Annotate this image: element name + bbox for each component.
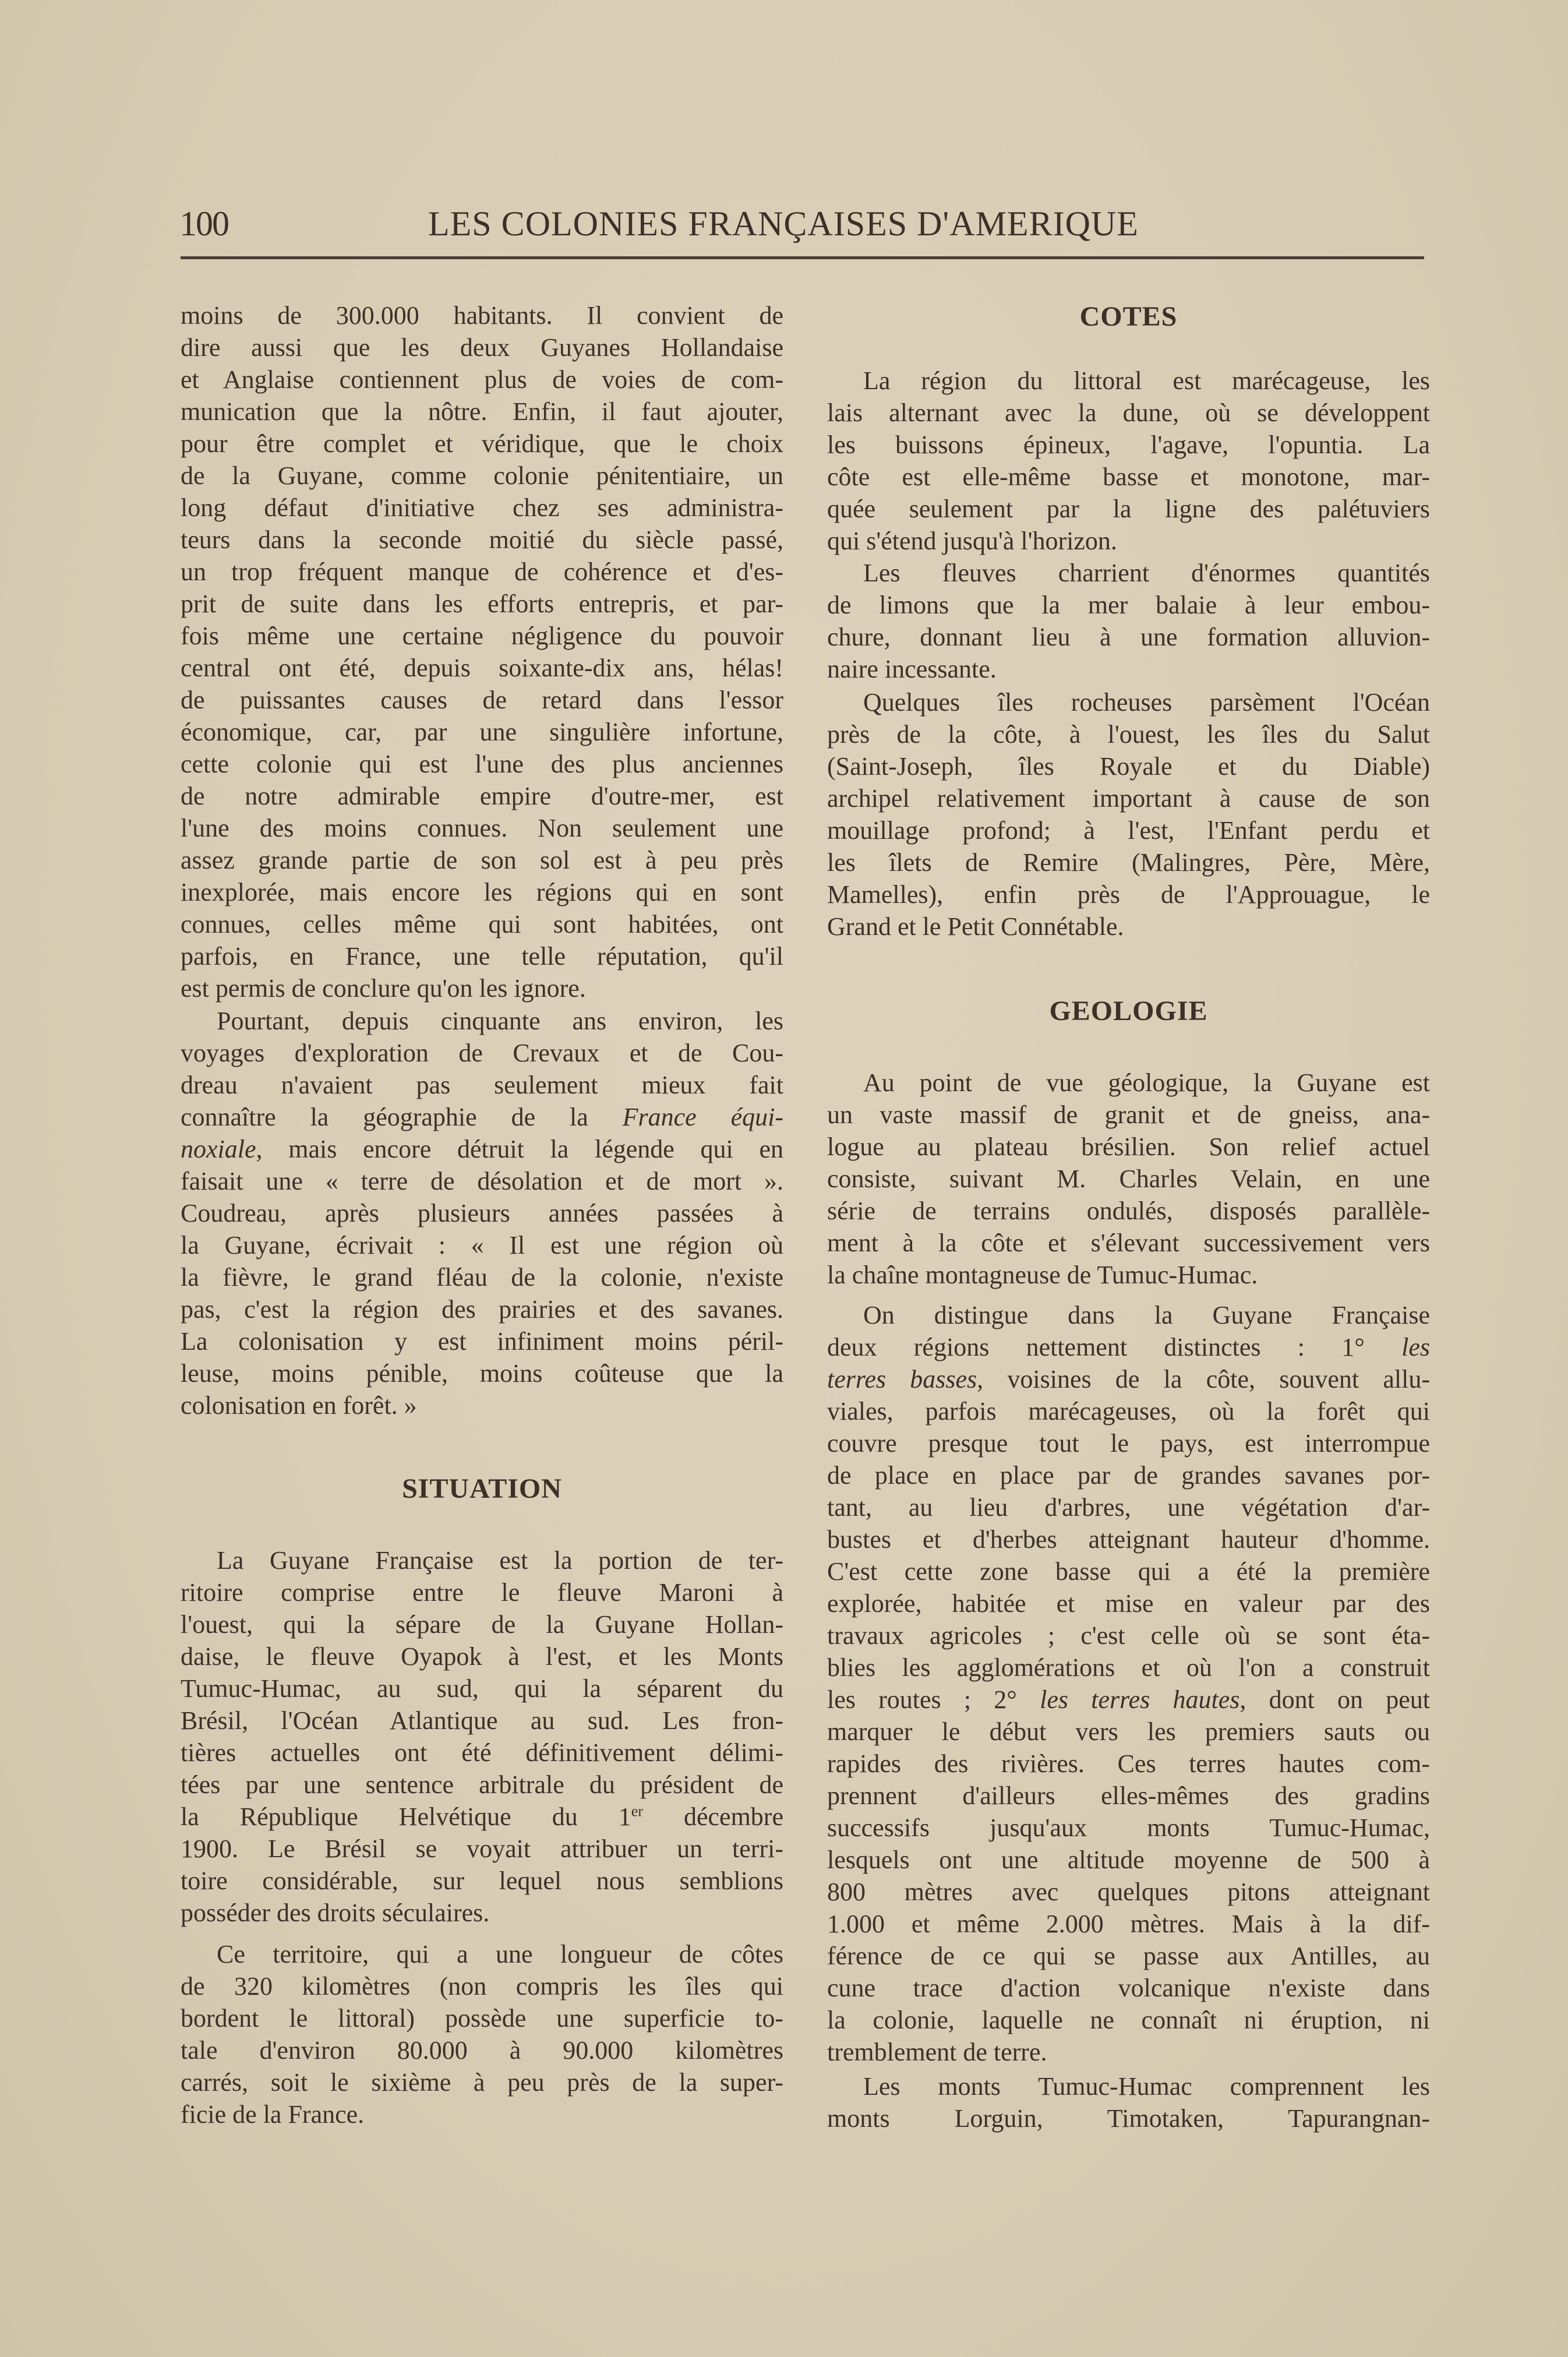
- italic-text: noxiale: [181, 1135, 256, 1163]
- text-segment: , voisines de la côte, souvent allu-: [977, 1365, 1430, 1393]
- paragraph: [827, 557, 1430, 685]
- text-line: viales, parfois marécageuses, où la forêt qui: [827, 1397, 1430, 1426]
- text-line: connues, celles même qui sont habitées, ont: [181, 910, 783, 938]
- text-line: Brésil, l'Océan Atlantique au sud. Les fron-: [181, 1706, 783, 1735]
- text-line: moins de 300.000 habitants. Il convient de: [181, 301, 783, 330]
- text-line: La colonisation y est infiniment moins péril-: [181, 1327, 783, 1356]
- text-line: [827, 1299, 1430, 1331]
- text-line: C'est cette zone basse qui a été la première: [827, 1557, 1430, 1586]
- running-title: LES COLONIES FRANÇAISES D'AMERIQUE: [428, 204, 1139, 243]
- page-number: 100: [179, 204, 228, 243]
- section-heading: COTES: [1079, 301, 1178, 332]
- text-line: près de la côte, à l'ouest, les îles du Salut: [827, 720, 1430, 749]
- paragraph: [827, 365, 1430, 557]
- text-line: central ont été, depuis soixante-dix ans, hélas!: [181, 654, 783, 682]
- text-line: daise, le fleuve Oyapok à l'est, et les Monts: [181, 1642, 783, 1671]
- paragraph: [181, 1938, 783, 2130]
- text-segment: , mais encore détruit la légende qui en: [256, 1135, 783, 1163]
- text-line: de notre admirable empire d'outre-mer, est: [181, 782, 783, 810]
- text-line: parfois, en France, une telle réputation, qu'il: [181, 942, 783, 971]
- text-line: tées par une sentence arbitrale du président de: [181, 1770, 783, 1799]
- text-line: [827, 1363, 1430, 1395]
- header-rule: [181, 256, 1424, 259]
- text-line: bustes et d'herbes atteignant hauteur d'homme.: [827, 1525, 1430, 1554]
- italic-text: France équi-: [622, 1103, 783, 1131]
- text-line: la chaîne montagneuse de Tumuc-Humac.: [827, 1261, 1258, 1289]
- text-line: l'une des moins connues. Non seulement une: [181, 814, 783, 842]
- text-line: de la Guyane, comme colonie pénitentiaire, un: [181, 461, 783, 490]
- text-line: faisait une « terre de désolation et de mort ».: [181, 1167, 783, 1195]
- text-line: et Anglaise contiennent plus de voies de com-: [181, 365, 783, 394]
- text-line: successifs jusqu'aux monts Tumuc-Humac,: [827, 1813, 1430, 1842]
- text-line: les îlets de Remire (Malingres, Père, Mère,: [827, 848, 1430, 877]
- text-line: marquer le début vers les premiers sauts ou: [827, 1717, 1430, 1746]
- text-segment: les routes ; 2°: [827, 1685, 1040, 1714]
- text-line: blies les agglomérations et où l'on a construit: [827, 1653, 1430, 1682]
- text-line: de puissantes causes de retard dans l'essor: [181, 686, 783, 714]
- text-line: voyages d'exploration de Crevaux et de Cou-: [181, 1039, 783, 1067]
- text-line: ficie de la France.: [181, 2100, 365, 2129]
- text-line: tremblement de terre.: [827, 2038, 1047, 2066]
- text-line: l'ouest, qui la sépare de la Guyane Hollan-: [181, 1610, 783, 1639]
- text-line: prit de suite dans les efforts entrepris, et par-: [181, 590, 783, 618]
- text-segment: deux régions nettement distinctes : 1°: [827, 1333, 1402, 1361]
- paragraph: [181, 299, 783, 1004]
- text-line: la Guyane, écrivait : « Il est une région où: [181, 1231, 783, 1259]
- text-line: posséder des droits séculaires.: [181, 1899, 490, 1927]
- italic-text: les terres hautes: [1040, 1685, 1240, 1714]
- text-line: dire aussi que les deux Guyanes Hollandaise: [181, 333, 783, 362]
- text-line: Grand et le Petit Connétable.: [827, 912, 1124, 941]
- section-heading: SITUATION: [402, 1473, 562, 1504]
- text-line: couvre presque tout le pays, est interrompue: [827, 1429, 1430, 1458]
- paragraph: [827, 1067, 1430, 1291]
- text-line: cette colonie qui est l'une des plus anciennes: [181, 750, 783, 778]
- paragraph: [827, 686, 1430, 943]
- text-line: qui s'étend jusqu'à l'horizon.: [827, 527, 1117, 555]
- text-line: férence de ce qui se passe aux Antilles, au: [827, 1942, 1430, 1970]
- text-segment: connaître la géographie de la: [181, 1103, 623, 1131]
- text-line: Tumuc-Humac, au sud, qui la séparent du: [181, 1674, 783, 1703]
- text-line: Mamelles), enfin près de l'Approuague, le: [827, 880, 1430, 909]
- text-line: la colonie, laquelle ne connaît ni éruption, ni: [827, 2006, 1430, 2034]
- text-line: fois même une certaine négligence du pouvoir: [181, 622, 783, 650]
- paragraph: [181, 1005, 783, 1421]
- text-line: un trop fréquent manque de cohérence et d'es-: [181, 558, 783, 586]
- text-line: pas, c'est la région des prairies et des savanes.: [181, 1295, 783, 1324]
- text-line: de limons que la mer balaie à leur embou-: [827, 591, 1430, 619]
- paragraph: [827, 1299, 1430, 2068]
- text-line: consiste, suivant M. Charles Velain, en une: [827, 1165, 1430, 1193]
- text-line: côte est elle-même basse et monotone, mar-: [827, 463, 1430, 491]
- text-line: de place en place par de grandes savanes por-: [827, 1461, 1430, 1490]
- text-line: naire incessante.: [827, 655, 997, 683]
- text-line: travaux agricoles ; c'est celle où se sont éta-: [827, 1621, 1430, 1650]
- text-line: chure, donnant lieu à une formation alluvion-: [827, 623, 1430, 651]
- text-line: Pourtant, depuis cinquante ans environ, les: [217, 1007, 783, 1035]
- paragraph: [827, 2070, 1430, 2134]
- text-line: tant, au lieu d'arbres, une végétation d'ar-: [827, 1493, 1430, 1522]
- text-line: Les fleuves charrient d'énormes quantités: [863, 559, 1430, 587]
- text-line: de 320 kilomètres (non compris les îles qui: [181, 1972, 783, 2000]
- superscript: er: [631, 1802, 643, 1820]
- text-line: toire considérable, sur lequel nous semblions: [181, 1866, 783, 1895]
- text-line: tale d'environ 80.000 à 90.000 kilomètres: [181, 2036, 783, 2065]
- text-line: assez grande partie de son sol est à peu près: [181, 846, 783, 874]
- text-line: (Saint-Joseph, îles Royale et du Diable): [827, 752, 1430, 781]
- text-line: Quelques îles rocheuses parsèment l'Océan: [863, 688, 1430, 717]
- text-line: teurs dans la seconde moitié du siècle passé,: [181, 525, 783, 554]
- text-line: ritoire comprise entre le fleuve Maroni à: [181, 1578, 783, 1607]
- text-line: prennent d'ailleurs elles-mêmes des gradins: [827, 1781, 1430, 1810]
- text-line: [181, 1801, 783, 1833]
- text-line: les buissons épineux, l'agave, l'opuntia. La: [827, 431, 1430, 459]
- text-segment: décembre: [642, 1802, 783, 1831]
- text-line: colonisation en forêt. »: [181, 1391, 417, 1420]
- text-line: dreau n'avaient pas seulement mieux fait: [181, 1071, 783, 1099]
- text-line: La Guyane Française est la portion de ter-: [217, 1546, 783, 1575]
- text-line: un vaste massif de granit et de gneiss, ana-: [827, 1100, 1430, 1129]
- text-line: lais alternant avec la dune, où se développent: [827, 398, 1430, 427]
- text-line: Les monts Tumuc-Humac comprennent les: [863, 2072, 1430, 2101]
- text-line: est permis de conclure qu'on les ignore.: [181, 974, 586, 1003]
- text-line: [181, 1101, 783, 1133]
- text-line: archipel relativement important à cause de son: [827, 784, 1430, 813]
- text-line: explorée, habitée et mise en valeur par des: [827, 1589, 1430, 1618]
- text-segment: , dont on peut: [1239, 1685, 1430, 1714]
- text-line: La région du littoral est marécageuse, les: [863, 366, 1430, 395]
- text-line: cune trace d'action volcanique n'existe dans: [827, 1974, 1430, 2002]
- italic-text: terres basses: [827, 1365, 977, 1393]
- text-line: pour être complet et véridique, que le choix: [181, 429, 783, 458]
- text-segment: On distingue dans la Guyane Française: [863, 1301, 1430, 1329]
- text-line: leuse, moins pénible, moins coûteuse que la: [181, 1359, 783, 1388]
- italic-text: les: [1401, 1333, 1430, 1361]
- text-line: monts Lorguin, Timotaken, Tapurangnan-: [827, 2104, 1430, 2133]
- text-segment: la République Helvétique du 1: [181, 1802, 631, 1831]
- text-line: série de terrains ondulés, disposés parallèle-: [827, 1197, 1430, 1225]
- text-line: [181, 1133, 783, 1165]
- text-line: Ce territoire, qui a une longueur de côtes: [217, 1940, 783, 1968]
- text-line: lesquels ont une altitude moyenne de 500 à: [827, 1846, 1430, 1874]
- text-line: la fièvre, le grand fléau de la colonie, n'existe: [181, 1263, 783, 1292]
- text-line: inexplorée, mais encore les régions qui en sont: [181, 878, 783, 906]
- text-line: rapides des rivières. Ces terres hautes com-: [827, 1749, 1430, 1778]
- text-line: logue au plateau brésilien. Son relief actuel: [827, 1132, 1430, 1161]
- text-line: carrés, soit le sixième à peu près de la super-: [181, 2068, 783, 2097]
- text-line: [827, 1331, 1430, 1363]
- text-line: Coudreau, après plusieurs années passées à: [181, 1199, 783, 1227]
- paragraph: [181, 1544, 783, 1929]
- section-heading: GEOLOGIE: [1049, 996, 1208, 1026]
- text-line: Au point de vue géologique, la Guyane est: [863, 1068, 1430, 1097]
- text-line: munication que la nôtre. Enfin, il faut ajouter,: [181, 397, 783, 426]
- text-line: tières actuelles ont été définitivement délimi-: [181, 1738, 783, 1767]
- text-line: quée seulement par la ligne des palétuviers: [827, 495, 1430, 523]
- text-line: ment à la côte et s'élevant successivement vers: [827, 1229, 1430, 1257]
- text-line: long défaut d'initiative chez ses administra-: [181, 493, 783, 522]
- text-line: bordent le littoral) possède une superficie to-: [181, 2004, 783, 2033]
- text-line: [827, 1684, 1430, 1716]
- text-line: 1900. Le Brésil se voyait attribuer un terri-: [181, 1834, 783, 1863]
- text-line: économique, car, par une singulière infortune,: [181, 718, 783, 746]
- text-line: 800 mètres avec quelques pitons atteignant: [827, 1878, 1430, 1906]
- text-line: mouillage profond; à l'est, l'Enfant perdu et: [827, 816, 1430, 845]
- text-line: 1.000 et même 2.000 mètres. Mais à la dif-: [827, 1910, 1430, 1938]
